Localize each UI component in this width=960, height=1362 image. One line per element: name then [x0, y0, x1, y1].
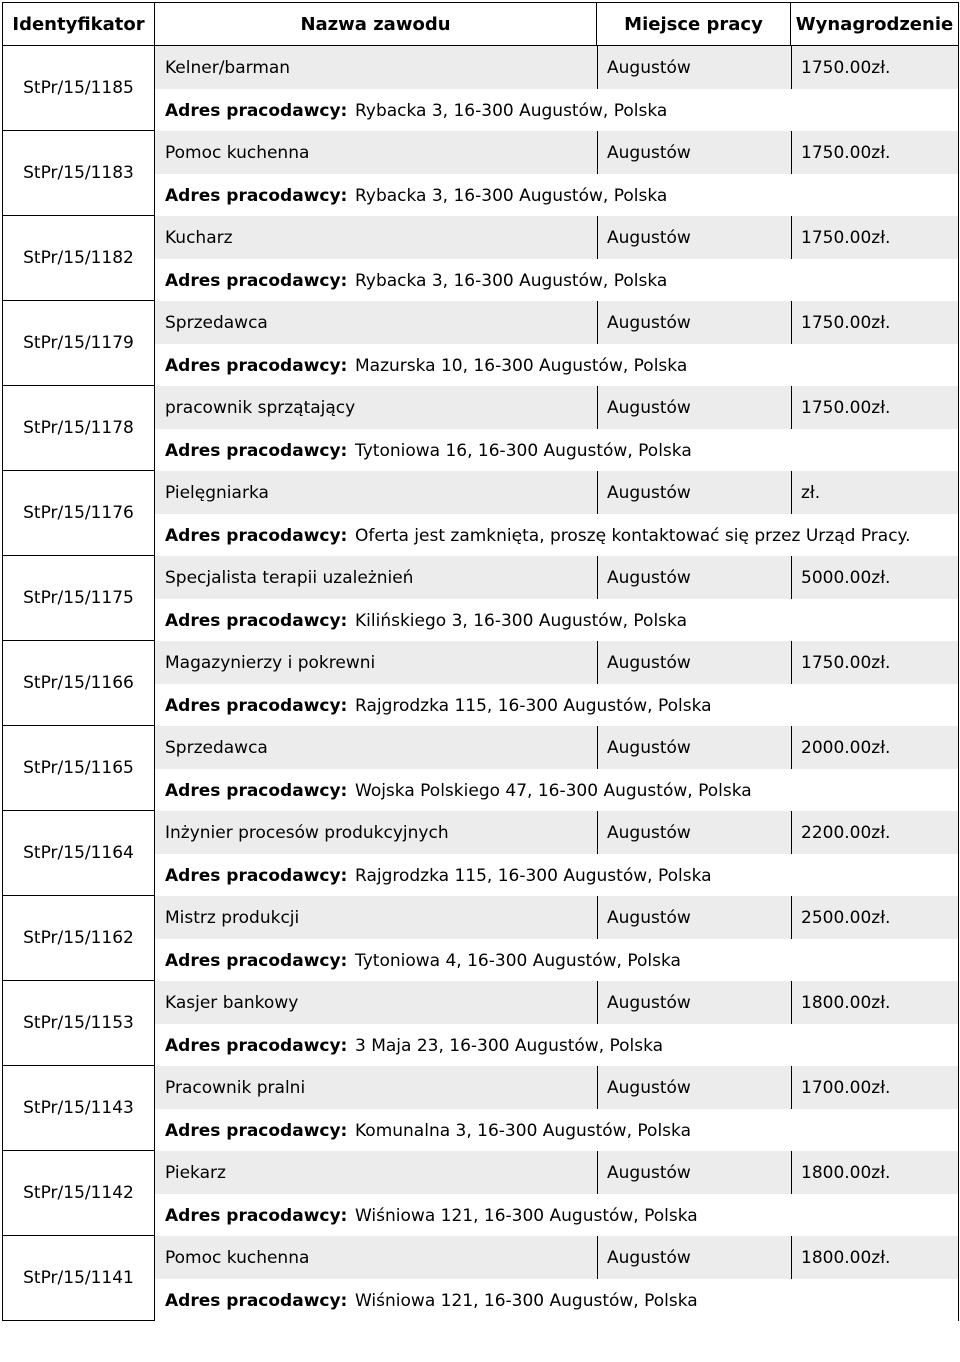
column-separator	[597, 471, 598, 514]
table-row	[3, 1236, 959, 1321]
salary: 1800.00zł.	[801, 1162, 891, 1183]
salary: 1800.00zł.	[801, 1247, 891, 1268]
offer-summary-line	[155, 216, 958, 259]
work-place: Augustów	[607, 737, 691, 758]
salary: 1750.00zł.	[801, 312, 891, 333]
column-separator	[791, 981, 792, 1024]
work-place: Augustów	[607, 822, 691, 843]
salary: 1800.00zł.	[801, 992, 891, 1013]
offer-summary-line	[155, 386, 958, 429]
offer-summary-line	[155, 46, 958, 89]
table-row	[3, 1151, 959, 1236]
offer-id: StPr/15/1185	[3, 46, 155, 131]
column-separator	[597, 131, 598, 174]
offer-id: StPr/15/1162	[3, 896, 155, 981]
salary: 1750.00zł.	[801, 227, 891, 248]
column-separator	[597, 641, 598, 684]
address-value: Komunalna 3, 16-300 Augustów, Polska	[355, 1120, 691, 1141]
employer-address-line	[155, 89, 958, 132]
column-separator	[791, 1151, 792, 1194]
occupation-name: Sprzedawca	[165, 737, 268, 758]
address-label: Adres pracodawcy:	[165, 525, 348, 546]
column-separator	[791, 301, 792, 344]
occupation-name: Magazynierzy i pokrewni	[165, 652, 376, 673]
address-value: Tytoniowa 16, 16-300 Augustów, Polska	[355, 440, 692, 461]
column-separator	[597, 46, 598, 89]
column-separator	[791, 811, 792, 854]
offer-summary-line	[155, 1066, 958, 1109]
address-value: Rybacka 3, 16-300 Augustów, Polska	[355, 100, 668, 121]
offer-id: StPr/15/1142	[3, 1151, 155, 1236]
offer-summary-line	[155, 471, 958, 514]
offer-id: StPr/15/1143	[3, 1066, 155, 1151]
offer-id: StPr/15/1179	[3, 301, 155, 386]
address-value: 3 Maja 23, 16-300 Augustów, Polska	[355, 1035, 664, 1056]
offer-id: StPr/15/1141	[3, 1236, 155, 1321]
offer-summary-line	[155, 811, 958, 854]
offer-summary-line	[155, 131, 958, 174]
table-row	[3, 301, 959, 386]
column-separator	[597, 811, 598, 854]
offer-id: StPr/15/1183	[3, 131, 155, 216]
salary: zł.	[801, 482, 821, 503]
work-place: Augustów	[607, 907, 691, 928]
occupation-name: Kelner/barman	[165, 57, 291, 78]
address-label: Adres pracodawcy:	[165, 695, 348, 716]
offer-summary-line	[155, 1236, 958, 1279]
table-row	[3, 471, 959, 556]
address-value: Rajgrodzka 115, 16-300 Augustów, Polska	[355, 695, 712, 716]
employer-address-line	[155, 259, 958, 302]
work-place: Augustów	[607, 652, 691, 673]
work-place: Augustów	[607, 482, 691, 503]
offer-id: StPr/15/1176	[3, 471, 155, 556]
header-place: Miejsce pracy	[597, 3, 791, 46]
employer-address-line	[155, 429, 958, 472]
address-label: Adres pracodawcy:	[165, 780, 348, 801]
address-label: Adres pracodawcy:	[165, 1205, 348, 1226]
table-row	[3, 131, 959, 216]
employer-address-line	[155, 1109, 958, 1152]
column-separator	[791, 1066, 792, 1109]
column-separator	[791, 896, 792, 939]
work-place: Augustów	[607, 992, 691, 1013]
salary: 2000.00zł.	[801, 737, 891, 758]
offer-details	[155, 981, 959, 1066]
address-label: Adres pracodawcy:	[165, 355, 348, 376]
column-separator	[791, 46, 792, 89]
offer-details	[155, 896, 959, 981]
work-place: Augustów	[607, 227, 691, 248]
column-separator	[791, 386, 792, 429]
occupation-name: Mistrz produkcji	[165, 907, 300, 928]
offer-details	[155, 1151, 959, 1236]
table-row	[3, 386, 959, 471]
salary: 2200.00zł.	[801, 822, 891, 843]
employer-address-line	[155, 939, 958, 982]
offer-details	[155, 301, 959, 386]
column-separator	[791, 216, 792, 259]
table-row	[3, 1066, 959, 1151]
offer-details	[155, 131, 959, 216]
address-value: Kilińskiego 3, 16-300 Augustów, Polska	[355, 610, 688, 631]
occupation-name: Pracownik pralni	[165, 1077, 306, 1098]
address-label: Adres pracodawcy:	[165, 185, 348, 206]
table-row	[3, 216, 959, 301]
occupation-name: Pomoc kuchenna	[165, 1247, 310, 1268]
work-place: Augustów	[607, 1162, 691, 1183]
employer-address-line	[155, 174, 958, 217]
column-separator	[791, 1236, 792, 1279]
table-row	[3, 556, 959, 641]
column-separator	[597, 301, 598, 344]
occupation-name: pracownik sprzątający	[165, 397, 356, 418]
column-separator	[597, 216, 598, 259]
address-value: Wiśniowa 121, 16-300 Augustów, Polska	[355, 1205, 698, 1226]
address-value: Mazurska 10, 16-300 Augustów, Polska	[355, 355, 688, 376]
offer-details	[155, 556, 959, 641]
address-value: Oferta jest zamknięta, proszę kontaktować się przez Urząd Pracy.	[355, 525, 911, 546]
occupation-name: Kucharz	[165, 227, 233, 248]
header-id: Identyfikator	[3, 3, 155, 46]
work-place: Augustów	[607, 142, 691, 163]
address-value: Rybacka 3, 16-300 Augustów, Polska	[355, 270, 668, 291]
work-place: Augustów	[607, 57, 691, 78]
offer-details	[155, 1236, 959, 1321]
offer-id: StPr/15/1153	[3, 981, 155, 1066]
table-row	[3, 896, 959, 981]
column-separator	[791, 726, 792, 769]
offer-summary-line	[155, 981, 958, 1024]
employer-address-line	[155, 769, 958, 812]
occupation-name: Pielęgniarka	[165, 482, 269, 503]
salary: 1750.00zł.	[801, 397, 891, 418]
occupation-name: Specjalista terapii uzależnień	[165, 567, 414, 588]
employer-address-line	[155, 684, 958, 727]
occupation-name: Pomoc kuchenna	[165, 142, 310, 163]
column-separator	[597, 1151, 598, 1194]
column-separator	[791, 641, 792, 684]
work-place: Augustów	[607, 312, 691, 333]
address-label: Adres pracodawcy:	[165, 1290, 348, 1311]
employer-address-line	[155, 1024, 958, 1067]
offer-details	[155, 726, 959, 811]
address-label: Adres pracodawcy:	[165, 440, 348, 461]
work-place: Augustów	[607, 397, 691, 418]
offer-summary-line	[155, 896, 958, 939]
offer-summary-line	[155, 556, 958, 599]
offer-id: StPr/15/1178	[3, 386, 155, 471]
address-value: Tytoniowa 4, 16-300 Augustów, Polska	[355, 950, 681, 971]
address-label: Adres pracodawcy:	[165, 1120, 348, 1141]
address-value: Wiśniowa 121, 16-300 Augustów, Polska	[355, 1290, 698, 1311]
header-salary: Wynagrodzenie	[791, 3, 959, 46]
salary: 5000.00zł.	[801, 567, 891, 588]
occupation-name: Piekarz	[165, 1162, 226, 1183]
employer-address-line	[155, 1279, 958, 1322]
address-label: Adres pracodawcy:	[165, 1035, 348, 1056]
table-row	[3, 811, 959, 896]
employer-address-line	[155, 344, 958, 387]
column-separator	[791, 556, 792, 599]
column-separator	[597, 556, 598, 599]
offer-details	[155, 1066, 959, 1151]
offer-details	[155, 216, 959, 301]
offer-id: StPr/15/1175	[3, 556, 155, 641]
table-row	[3, 981, 959, 1066]
salary: 1700.00zł.	[801, 1077, 891, 1098]
offer-details	[155, 46, 959, 131]
address-label: Adres pracodawcy:	[165, 610, 348, 631]
table-header-row	[3, 3, 959, 46]
job-offers-table	[2, 2, 959, 1321]
employer-address-line	[155, 514, 958, 557]
column-separator	[597, 726, 598, 769]
work-place: Augustów	[607, 567, 691, 588]
column-separator	[791, 471, 792, 514]
header-occupation: Nazwa zawodu	[155, 3, 597, 46]
employer-address-line	[155, 1194, 958, 1237]
address-label: Adres pracodawcy:	[165, 100, 348, 121]
offer-id: StPr/15/1165	[3, 726, 155, 811]
work-place: Augustów	[607, 1077, 691, 1098]
offer-id: StPr/15/1166	[3, 641, 155, 726]
table-body	[3, 46, 959, 1321]
address-value: Wojska Polskiego 47, 16-300 Augustów, Polska	[355, 780, 752, 801]
offer-details	[155, 386, 959, 471]
column-separator	[597, 1236, 598, 1279]
occupation-name: Kasjer bankowy	[165, 992, 299, 1013]
occupation-name: Sprzedawca	[165, 312, 268, 333]
salary: 2500.00zł.	[801, 907, 891, 928]
column-separator	[597, 386, 598, 429]
address-label: Adres pracodawcy:	[165, 270, 348, 291]
column-separator	[597, 896, 598, 939]
address-label: Adres pracodawcy:	[165, 950, 348, 971]
offer-summary-line	[155, 1151, 958, 1194]
salary: 1750.00zł.	[801, 142, 891, 163]
offer-summary-line	[155, 641, 958, 684]
offer-details	[155, 811, 959, 896]
offer-id: StPr/15/1182	[3, 216, 155, 301]
column-separator	[791, 131, 792, 174]
address-label: Adres pracodawcy:	[165, 865, 348, 886]
table-row	[3, 641, 959, 726]
offer-summary-line	[155, 726, 958, 769]
offer-summary-line	[155, 301, 958, 344]
salary: 1750.00zł.	[801, 652, 891, 673]
employer-address-line	[155, 854, 958, 897]
salary: 1750.00zł.	[801, 57, 891, 78]
address-value: Rybacka 3, 16-300 Augustów, Polska	[355, 185, 668, 206]
occupation-name: Inżynier procesów produkcyjnych	[165, 822, 449, 843]
column-separator	[597, 981, 598, 1024]
employer-address-line	[155, 599, 958, 642]
table-row	[3, 726, 959, 811]
offer-details	[155, 471, 959, 556]
offer-id: StPr/15/1164	[3, 811, 155, 896]
table-row	[3, 46, 959, 131]
offer-details	[155, 641, 959, 726]
address-value: Rajgrodzka 115, 16-300 Augustów, Polska	[355, 865, 712, 886]
column-separator	[597, 1066, 598, 1109]
work-place: Augustów	[607, 1247, 691, 1268]
